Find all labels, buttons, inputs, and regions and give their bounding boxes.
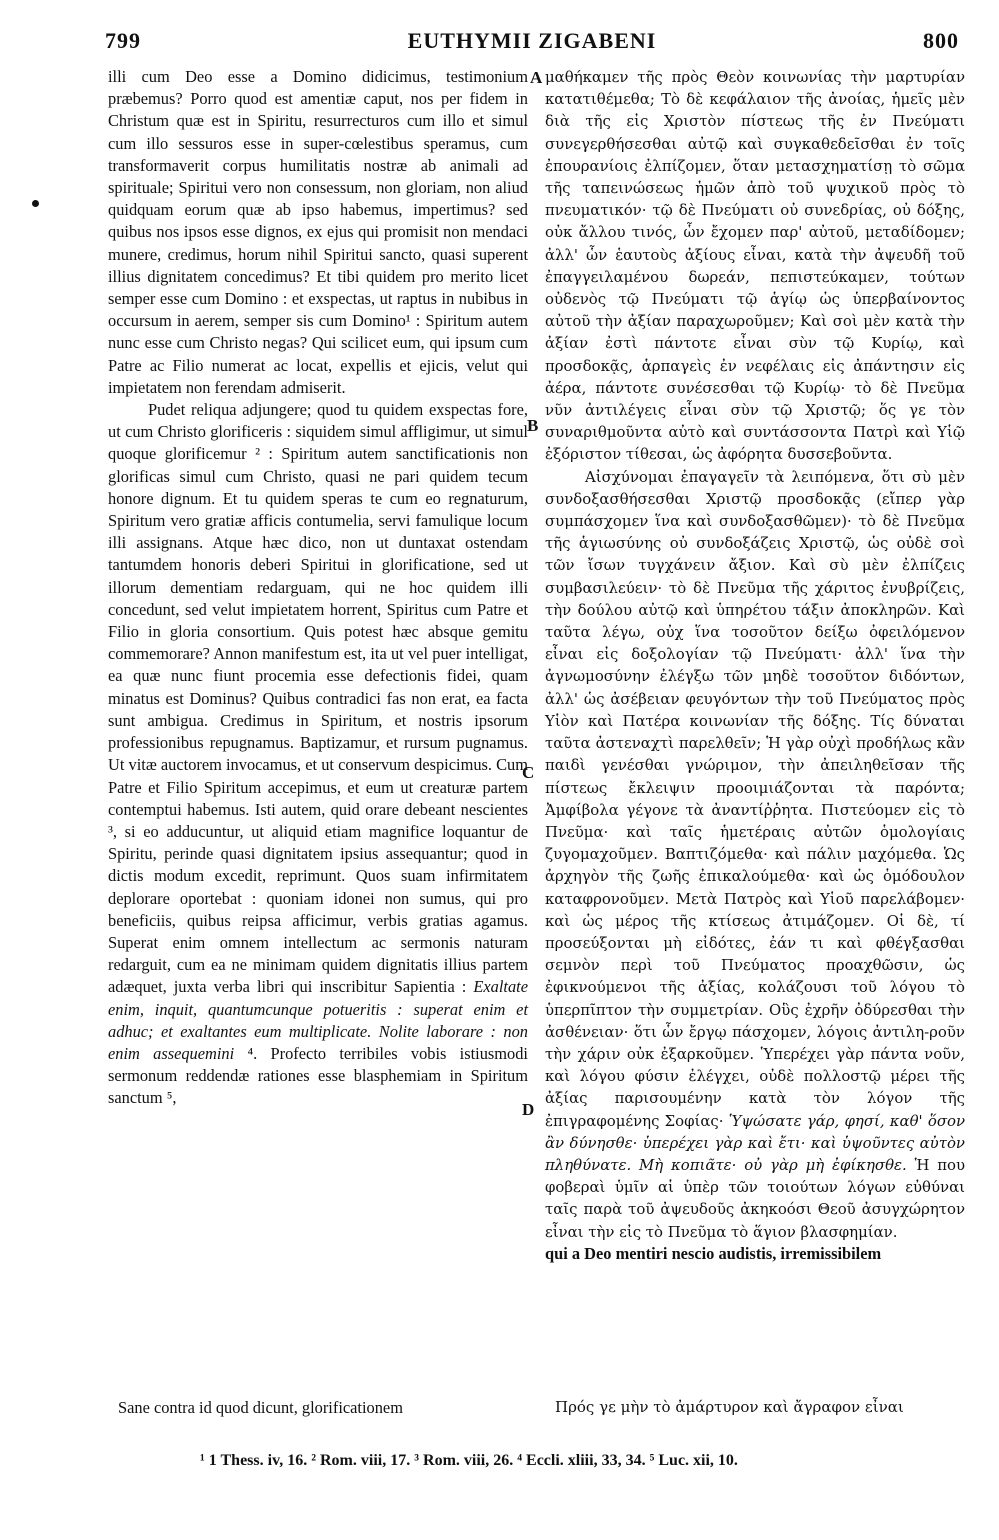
- latin-quotation: Exaltate enim, inquit, quantumcunque potueritis : superat enim et adhuc; et exaltantes eum multiplicate. Nolite laborare : non enim assequemini: [108, 977, 528, 1063]
- section-marker-a: A: [530, 68, 543, 87]
- latin-column: [108, 66, 528, 1110]
- latin-paragraph-2: [108, 399, 528, 1110]
- greek-paragraph-1: μαθήκαμεν τῆς πρὸς Θεὸν κοινωνίας τὴν μαρτυρίαν κατατιθέμεθα; Τὸ δὲ κεφάλαιον τῆς ἀνοίας, ἡμεῖς μὲν διὰ τῆς εἰς Χριστὸν πίστεως τῆς ἐν Πνεύματι συνεγερθήσεσθαι αὐτῷ καὶ συγκαθεδεῖσθαι ἐν τοῖς ἐπουρανίοις ἐλπίζομεν, ὅταν μετασχηματίσῃ τὸ σῶμα τῆς ταπεινώσεως ἡμῶν ἀπὸ τοῦ ψυχικοῦ πρὸς τὸ πνευματικόν· τῷ δὲ Πνεύματι οὐ συνεδρίας, οὐ δόξης, οὐκ ἄλλου τινός, ὧν ἔχομεν παρ' αὐτοῦ, μεταδίδομεν; ἀλλ' ὧν ἑαυτοὺς ἀξίους εἶναι, κατὰ τὴν ἀψευδῆ τοῦ ἐπαγγειλαμένου δωρεάν, πεπιστεύκαμεν, τούτων οὐδενὸς τῷ Πνεύματι τῷ ἁγίῳ ὡς ὑπερβαίνοντος αὐτοῦ τὴν ἀξίαν παραχωροῦμεν; Καὶ σοὶ μὲν κατὰ τὴν ἀξίαν ἐστὶ πάντοτε εἶναι σὺν τῷ Κυρίῳ, καὶ προσδοκᾷς, ἁρπαγεὶς ἐν νεφέλαις εἰς ἀπάντησιν εἰς ἀέρα, πάντοτε συνέσεσθαι τῷ Κυρίῳ· τὸ δὲ Πνεῦμα νῦν ἀντιλέγεις εἶναι σὺν τῷ Χριστῷ; ὅς γε τὸν συναριθμοῦντα αὐτὸ καὶ συντάσσοντα Πατρὶ καὶ Υἱῷ ἐξόριστον τίθεσαι, ὡς ἀφόρητα δυσσεβοῦντα.: [545, 68, 965, 464]
- greek-quotation: Ὑψώσατε γάρ, φησί, καθ' ὅσον ἂν δύνησθε· ὑπερέχει γὰρ καὶ ἔτι· καὶ ὑψοῦντες αὐτὸν πληθύνατε. Μὴ κοπιᾶτε· οὐ γὰρ μὴ ἐφίκησθε.: [545, 1111, 966, 1174]
- latin-paragraph-2-end: ⁴. Profecto terribiles vobis istiusmodi sermonum reddendæ rationes esse blasphemiam in Spiritum sanctum ⁵,: [108, 1043, 528, 1108]
- running-title: EUTHYMII ZIGABENI: [407, 28, 657, 53]
- page-header: [105, 28, 959, 58]
- greek-paragraph-2: [545, 466, 965, 1243]
- greek-last-line: Πρός γε μὴν τὸ ἀμάρτυρον καὶ ἄγραφον εἶναι: [555, 1398, 904, 1416]
- latin-tail-line: qui a Deo mentiri nescio audistis, irremissibilem: [545, 1243, 882, 1263]
- latin-paragraph-2-text: Pudet reliqua adjungere; quod tu quidem exspectas fore, ut cum Christo glorificeris : siquidem simul affligimur, ut simul quoque glorificemur ² : Spiritum autem sanctificationis non glorificas simul cum Christo, quasi ne pari quidem tecum honore dignum. Et tu quidem speras te cum eo regnaturum, Spiritum vero gratiæ afficis contumelia, servi famulique locum illi assignans. Atque hæc dico, non ut duntaxat ostendam tantumdem honoris deberi Spiritui in glorificatione, sed ut illorum dementiam redarguam, qui ne hoc quidem illi concedunt, sed velut impietatem horrent, Spiritus cum Patre et Filio in gloria consortium. Quis potest hæc absque gemitu commemorare? Annon manifestum est, ita ut vel puer intelligat, ea quæ nunc fiunt procemia esse defectionis fidei, quam minatus est Dominus? Quibus contradici fas non erat, ea facta sunt ambigua. Credimus in Spiritum, et nostris ipsorum professionibus repugnamus. Baptizamur, et rursum pugnamus. Ut vitæ auctorem invocamus, et ut conservum despicimus. Cum Patre et Filio Spiritum accepimus, et eum ut creaturæ partem contemptui habemus. Isti autem, quid orare debeant nescientes ³, si eo adducuntur, ut aliquid etiam magnifice loquantur de Spiritu, perinde quasi dignitatem ipsius assequantur; quod in dictis modum excedit, reprimunt. Quos suam infirmitatem deplorare oportebat : quoniam idonei non sumus, qui pro beneficiis, quibus reipsa afficimur, verbis gratias agamus. Superat enim omnem intellectum ac sermonis naturam redarguit, cum ea ne minimam quidem dignitatis illius partem adæquet, juxta verba libri qui inscribitur Sapientia :: [108, 400, 528, 997]
- section-marker-c: C: [522, 763, 535, 782]
- greek-paragraph-2-text: Αἰσχύνομαι ἐπαγαγεῖν τὰ λειπόμενα, ὅτι σὺ μὲν συνδοξασθήσεσθαι Χριστῷ προσδοκᾷς (εἴπερ γὰρ συμπάσχομεν ἵνα καὶ συνδοξασθῶμεν)· τὸ δὲ Πνεῦμα τῆς ἁγιωσύνης οὐ συνδοξάζεις Χριστῷ, ὡς οὐδὲ σοὶ τῶν ἴσων τυγχάνειν ἄξιον. Καὶ σὺ μὲν ἐλπίζεις συμβασιλεύειν· τὸ δὲ Πνεῦμα τῆς χάριτος ἐνυβρίζεις, τὴν δούλου αὐτῷ καὶ ὑπηρέτου τάξιν ἀποκληρῶν. Καὶ ταῦτα λέγω, οὐχ ἵνα τοσοῦτον δείξω ὀφειλόμενον εἶναι εἰς δοξολογίαν τῷ Πνεύματι· ἀλλ' ἵνα τὴν ἀγνωμοσύνην ἐλέγξω τῶν μηδὲ τοσοῦτον διδόντων, ἀλλ' ὡς ἀσέβειαν φευγόντων τὴν τοῦ Πνεύματος πρὸς Υἱὸν καὶ Πατέρα κοινωνίαν τῆς δόξης. Τίς δύναται ταῦτα ἀστεναχτὶ παρελθεῖν; Ἡ γὰρ οὐχὶ προδήλως κἂν παιδὶ γενέσθαι γνώριμον, τὴν ἀπειληθεῖσαν τῆς πίστεως ἔκλειψιν προοιμιάζονται τὰ παρόντα; Ἀμφίβολα γέγονε τὰ ἀναντίῤῥητα. Πιστεύομεν εἰς τὸ Πνεῦμα· καὶ ταῖς ἡμετέραις αὐτῶν ὁμολογίαις ζυγομαχοῦμεν. Βαπτιζόμεθα· καὶ πάλιν μαχόμεθα. Ὡς ἀρχηγὸν τῆς ζωῆς ἐπικαλούμεθα· καὶ ὡς ὁμόδουλον καταφρονοῦμεν. Μετὰ Πατρὸς καὶ Υἱοῦ παρελάβομεν· καὶ ὡς μέρος τῆς κτίσεως ἀτιμάζομεν. Οἱ δὲ, τί προσεύξονται μὴ εἰδότες, ἐάν τι καὶ φθέγξασθαι σεμνὸν περὶ τοῦ Πνεύματος προαχθῶσιν, ὡς ἐφικνούμενοι τῆς ἀξίας, κολάζουσι τοῦ λόγου τὸ ὑπερπῖπτον τὴν συμμετρίαν. Οὓς ἐχρῆν ὀδύρεσθαι τὴν ἀσθένειαν· ὅτι ὧν ἔργῳ πάσχομεν, λόγοις ἀντιλη-ροῦν τὴν χάριν οὐκ ἐξαρκοῦμεν. Ὑπερέχει γὰρ πάντα νοῦν, καὶ λόγου φύσιν ἐλέγχει, οὐδὲ πολλοστῷ μέρει τῆς ἀξίας παρισουμένην κατὰ τὸν λόγον τῆς ἐπιγραφομένης Σοφίας·: [545, 467, 965, 1130]
- margin-dot: [32, 200, 39, 207]
- latin-last-line: Sane contra id quod dicunt, glorificationem: [118, 1398, 403, 1417]
- page-number-right: 800: [923, 28, 959, 53]
- latin-paragraph-1: illi cum Deo esse a Domino didicimus, testimonium præbemus? Porro quod est amentiæ caput, nos per fidem in Christum quæ est in Spiritu, resurrecturos cum illo et simul cum illo sessuros esse in super-cœlestibus speramus, cum transformaverit corpus humilitatis nostræ ab animali ad spirituale; Spiritui vero non consessum, non gloriam, non aliud quidquam eorum quæ ab ipso habemus, impertimus? sed quibus nos ipsos esse dignos, ex ejus qui promisit non mendaci munere, credimus, horum nihil Spiritui sancto, quasi superent illius dignitatem concedimus? Et tibi quidem pro merito licet semper esse cum Domino : et exspectas, ut raptus in nubibus in occursum in aerem, semper sis cum Domino¹ : Spiritum autem nunc esse cum Christo negas? Qui scilicet eum, qui ipsum cum Patre ac Filio numerat ac locat, expellis et ejicis, velut qui impietatem non ferendam admiserit.: [108, 67, 528, 397]
- greek-column: [545, 66, 965, 1265]
- greek-paragraph-2-end: Ἡ που φοβεραὶ ὑμῖν αἱ ὑπὲρ τῶν τοιούτων λόγων εὐθύναι ταῖς παρὰ τοῦ ἀψευδοῦς ἀκηκοόσι Θεοῦ ἀσυγχώρητον εἶναι τὴν εἰς τὸ Πνεῦμα τὸ ἅγιον βλασφημίαν.: [545, 1155, 966, 1241]
- section-marker-b: B: [527, 416, 539, 435]
- footnotes: ¹ 1 Thess. iv, 16. ² Rom. viii, 17. ³ Rom. viii, 26. ⁴ Eccli. xliii, 33, 34. ⁵ Luc. xii, 10.: [200, 1452, 738, 1469]
- section-marker-d: D: [522, 1100, 535, 1119]
- page-number-left: 799: [105, 28, 141, 53]
